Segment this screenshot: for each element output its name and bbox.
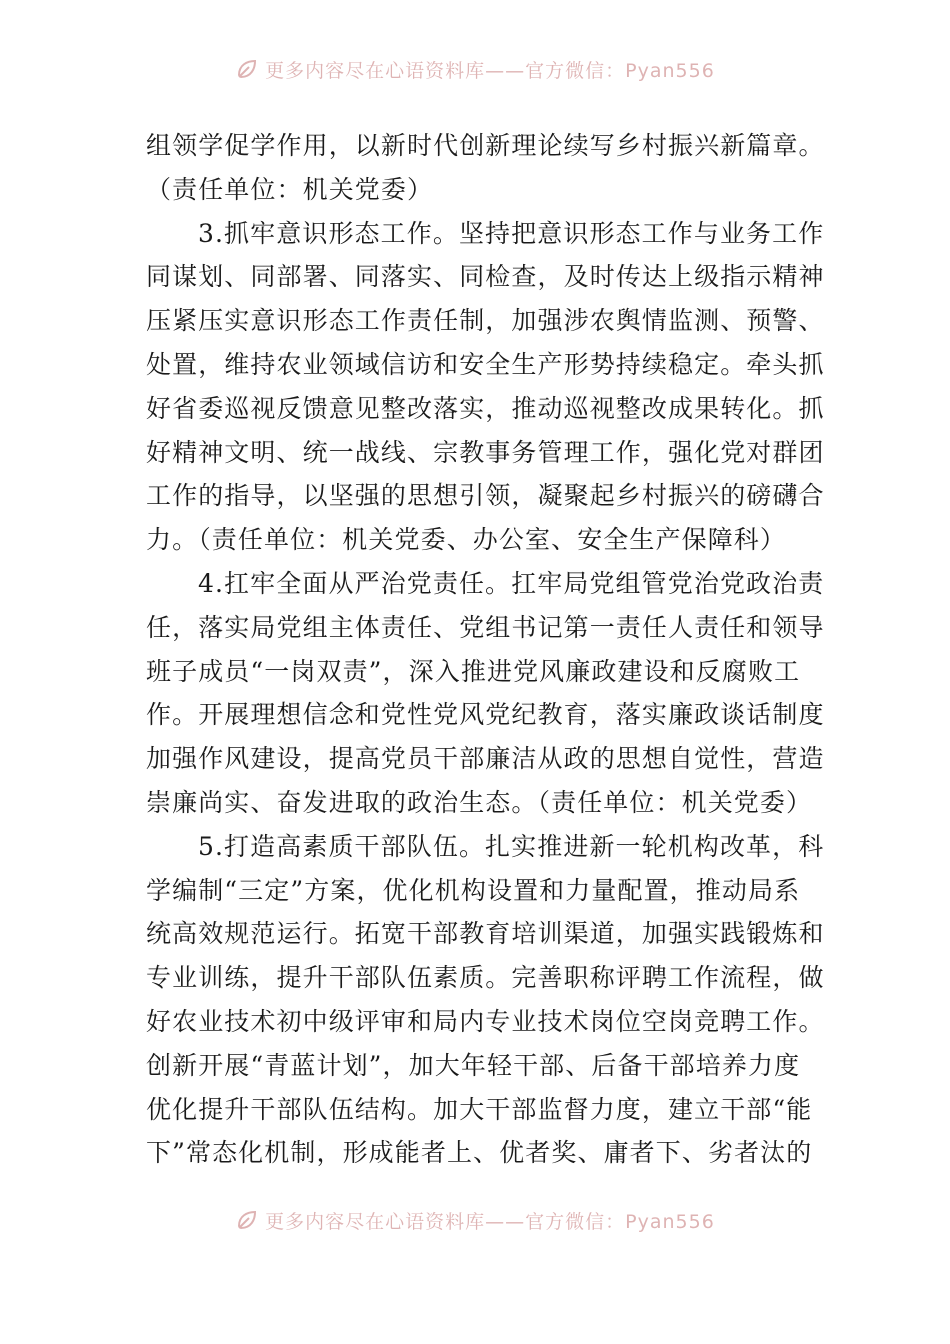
leaf-logo-icon	[235, 1208, 259, 1232]
text-line: 处置，维持农业领域信访和安全生产形势持续稳定。牵头抓	[146, 349, 825, 379]
paragraph-3-heading-line: 3.抓牢意识形态工作。坚持把意识形态工作与业务工作	[198, 218, 825, 248]
text-line: 好农业技术初中级评审和局内专业技术岗位空岗竞聘工作。	[146, 1006, 825, 1036]
text-line: 同谋划、同部署、同落实、同检查，及时传达上级指示精神	[146, 262, 825, 292]
text-line: 好省委巡视反馈意见整改落实，推动巡视整改成果转化。抓	[146, 393, 825, 423]
watermark-text: 更多内容尽在心语资料库——官方微信：Pyan556	[265, 59, 715, 82]
text-line: 学编制“三定”方案，优化机构设置和力量配置，推动局系	[146, 875, 801, 905]
text-line: 崇廉尚实、奋发进取的政治生态。（责任单位：机关党委）	[146, 787, 813, 817]
footer-watermark	[0, 1203, 950, 1237]
text-line: 力。（责任单位：机关党委、办公室、安全生产保障科）	[146, 525, 787, 555]
text-line: 下”常态化机制，形成能者上、优者奖、庸者下、劣者汰的	[146, 1138, 813, 1168]
watermark-text: 更多内容尽在心语资料库——官方微信：Pyan556	[265, 1210, 715, 1233]
text-line: 压紧压实意识形态工作责任制，加强涉农舆情监测、预警、	[146, 306, 825, 336]
text-line: 加强作风建设，提高党员干部廉洁从政的思想自觉性，营造	[146, 744, 825, 774]
text-line: 创新开展“青蓝计划”，加大年轻干部、后备干部培养力度	[146, 1050, 801, 1080]
text-line: 组领学促学作用，以新时代创新理论续写乡村振兴新篇章。	[146, 131, 825, 160]
text-line: 任，落实局党组主体责任、党组书记第一责任人责任和领导	[146, 612, 825, 642]
text-line: 工作的指导，以坚强的思想引领，凝聚起乡村振兴的磅礴合	[146, 481, 825, 511]
text-line: 好精神文明、统一战线、宗教事务管理工作，强化党对群团	[146, 437, 825, 467]
leaf-logo-icon	[235, 57, 259, 81]
paragraph-5-heading-line: 5.打造高素质干部队伍。扎实推进新一轮机构改革，科	[198, 831, 825, 861]
text-line: 作。开展理想信念和党性党风党纪教育，落实廉政谈话制度	[146, 700, 825, 730]
text-line: 优化提升干部队伍结构。加大干部监督力度，建立干部“能	[146, 1094, 813, 1124]
paragraph-4-heading-line: 4.扛牢全面从严治党责任。扛牢局党组管党治党政治责	[198, 568, 825, 598]
text-line: 统高效规范运行。拓宽干部教育培训渠道，加强实践锻炼和	[146, 919, 825, 949]
document-body	[146, 124, 825, 1175]
text-line: 班子成员“一岗双责”，深入推进党风廉政建设和反腐败工	[146, 656, 801, 686]
text-line: （责任单位：机关党委）	[146, 174, 434, 204]
text-line: 专业训练，提升干部队伍素质。完善职称评聘工作流程，做	[146, 963, 825, 993]
header-watermark	[0, 52, 950, 86]
